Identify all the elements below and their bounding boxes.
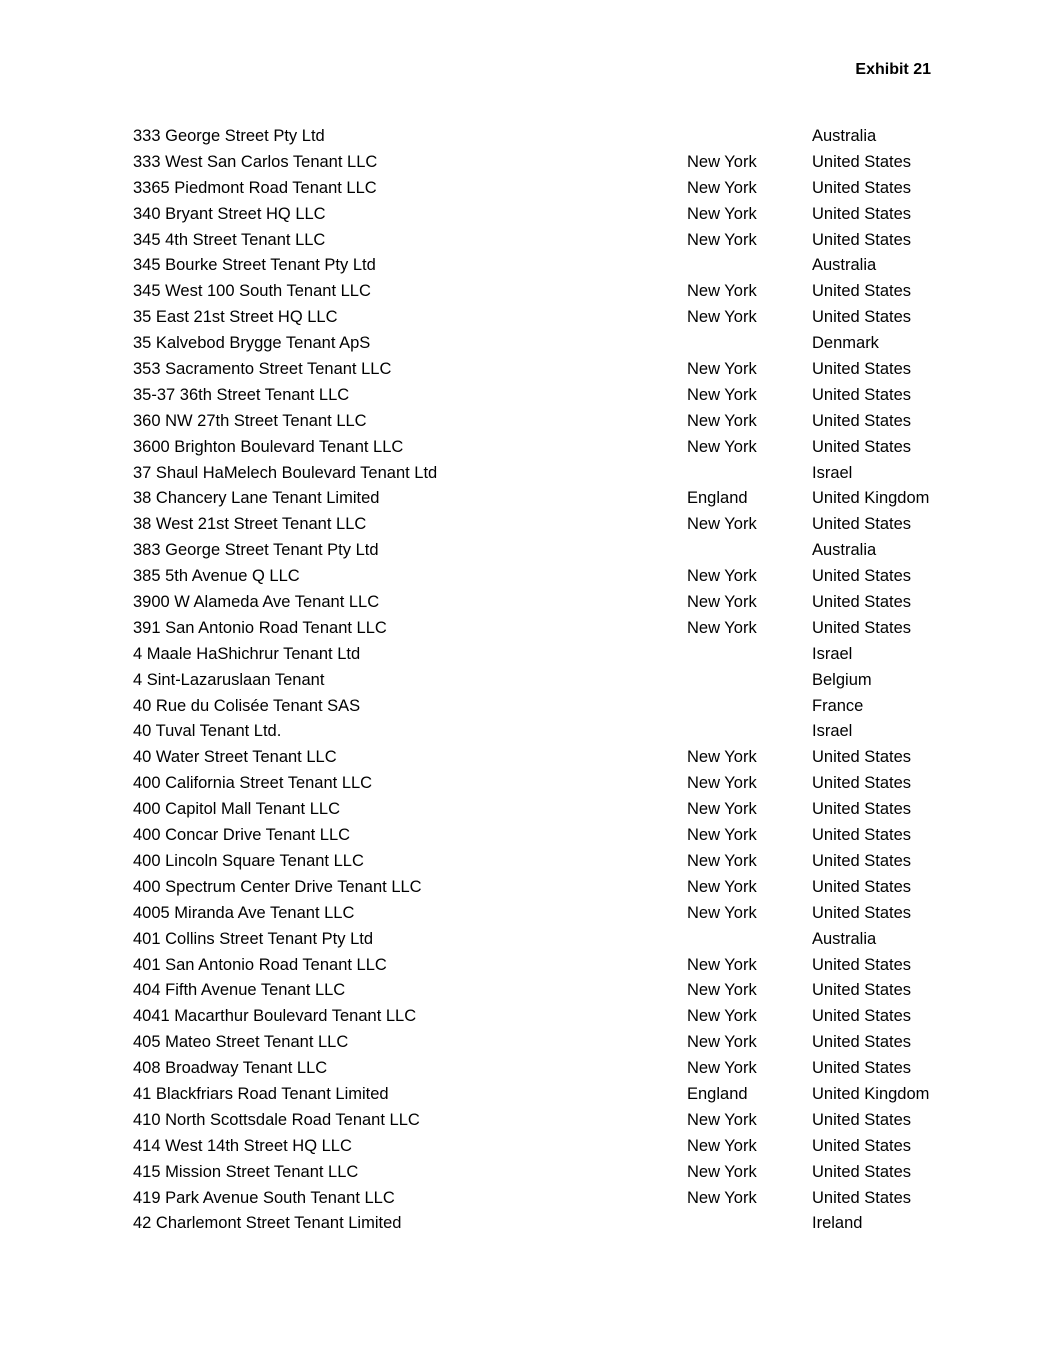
table-row <box>133 1108 1013 1134</box>
subsidiary-list <box>133 124 1013 1237</box>
table-row <box>133 486 1013 512</box>
entity-jurisdiction-country: United States <box>812 774 912 793</box>
entity-jurisdiction-country: Australia <box>812 256 877 275</box>
entity-name: 4005 Miranda Ave Tenant LLC <box>133 903 355 922</box>
entity-jurisdiction-country: United States <box>812 593 912 612</box>
entity-jurisdiction-country: United States <box>812 152 912 171</box>
entity-jurisdiction-country: Australia <box>812 541 877 560</box>
table-row <box>133 538 1013 564</box>
entity-jurisdiction-country: Israel <box>812 722 853 741</box>
entity-jurisdiction-state: New York <box>687 515 757 534</box>
entity-jurisdiction-state: New York <box>687 1136 757 1155</box>
entity-name: 410 North Scottsdale Road Tenant LLC <box>133 1110 420 1129</box>
entity-jurisdiction-state: New York <box>687 282 757 301</box>
table-row <box>133 978 1013 1004</box>
entity-jurisdiction-country: United States <box>812 1188 912 1207</box>
entity-jurisdiction-country: United States <box>812 826 912 845</box>
table-row <box>133 590 1013 616</box>
table-row <box>133 512 1013 538</box>
entity-name: 3365 Piedmont Road Tenant LLC <box>133 178 377 197</box>
entity-jurisdiction-country: United States <box>812 851 912 870</box>
entity-jurisdiction-country: United States <box>812 282 912 301</box>
entity-name: 35 Kalvebod Brygge Tenant ApS <box>133 334 371 353</box>
table-row <box>133 176 1013 202</box>
entity-name: 353 Sacramento Street Tenant LLC <box>133 360 392 379</box>
entity-jurisdiction-state: New York <box>687 618 757 637</box>
table-row <box>133 745 1013 771</box>
entity-jurisdiction-state: New York <box>687 152 757 171</box>
table-row <box>133 668 1013 694</box>
table-row <box>133 357 1013 383</box>
entity-name: 401 San Antonio Road Tenant LLC <box>133 955 387 974</box>
entity-name: 340 Bryant Street HQ LLC <box>133 204 326 223</box>
entity-name: 400 Spectrum Center Drive Tenant LLC <box>133 877 422 896</box>
entity-jurisdiction-state: New York <box>687 360 757 379</box>
entity-jurisdiction-country: United States <box>812 1162 912 1181</box>
entity-name: 333 West San Carlos Tenant LLC <box>133 152 378 171</box>
entity-name: 38 Chancery Lane Tenant Limited <box>133 489 380 508</box>
entity-name: 400 Capitol Mall Tenant LLC <box>133 800 340 819</box>
entity-name: 345 Bourke Street Tenant Pty Ltd <box>133 256 376 275</box>
entity-name: 38 West 21st Street Tenant LLC <box>133 515 367 534</box>
entity-jurisdiction-state: New York <box>687 955 757 974</box>
entity-jurisdiction-country: United States <box>812 877 912 896</box>
table-row <box>133 616 1013 642</box>
entity-jurisdiction-country: United States <box>812 1110 912 1129</box>
entity-jurisdiction-country: United States <box>812 385 912 404</box>
entity-jurisdiction-state: New York <box>687 1110 757 1129</box>
entity-name: 4 Maale HaShichrur Tenant Ltd <box>133 644 361 663</box>
table-row <box>133 875 1013 901</box>
entity-jurisdiction-state: New York <box>687 1188 757 1207</box>
entity-name: 385 5th Avenue Q LLC <box>133 567 300 586</box>
entity-jurisdiction-country: Australia <box>812 127 877 145</box>
table-row <box>133 435 1013 461</box>
table-row <box>133 228 1013 254</box>
entity-name: 40 Tuval Tenant Ltd. <box>133 722 282 741</box>
entity-name: 391 San Antonio Road Tenant LLC <box>133 618 387 637</box>
entity-jurisdiction-country: United States <box>812 800 912 819</box>
entity-jurisdiction-state: New York <box>687 230 757 249</box>
table-row <box>133 771 1013 797</box>
table-row <box>133 305 1013 331</box>
entity-jurisdiction-country: Israel <box>812 463 853 482</box>
entity-name: 360 NW 27th Street Tenant LLC <box>133 411 367 430</box>
entity-jurisdiction-state: New York <box>687 1007 757 1026</box>
entity-name: 414 West 14th Street HQ LLC <box>133 1136 352 1155</box>
table-row <box>133 202 1013 228</box>
table-row <box>133 1004 1013 1030</box>
entity-jurisdiction-country: Australia <box>812 929 877 948</box>
table-row <box>133 253 1013 279</box>
table-row <box>133 461 1013 487</box>
entity-jurisdiction-state: New York <box>687 1059 757 1078</box>
entity-jurisdiction-country: United States <box>812 903 912 922</box>
entity-jurisdiction-state: New York <box>687 748 757 767</box>
entity-jurisdiction-state: New York <box>687 1162 757 1181</box>
entity-jurisdiction-state: New York <box>687 411 757 430</box>
entity-jurisdiction-country: United States <box>812 515 912 534</box>
entity-name: 400 Concar Drive Tenant LLC <box>133 826 351 845</box>
entity-jurisdiction-country: United States <box>812 230 912 249</box>
table-row <box>133 719 1013 745</box>
exhibit-title: Exhibit 21 <box>855 61 931 78</box>
table-row <box>133 823 1013 849</box>
entity-jurisdiction-country: France <box>812 696 864 715</box>
entity-name: 40 Water Street Tenant LLC <box>133 748 337 767</box>
table-row <box>133 1056 1013 1082</box>
entity-jurisdiction-country: United States <box>812 411 912 430</box>
entity-name: 3600 Brighton Boulevard Tenant LLC <box>133 437 404 456</box>
entity-name: 40 Rue du Colisée Tenant SAS <box>133 696 361 715</box>
entity-jurisdiction-country: Israel <box>812 644 853 663</box>
entity-name: 35 East 21st Street HQ LLC <box>133 308 338 327</box>
entity-name: 405 Mateo Street Tenant LLC <box>133 1033 349 1052</box>
entity-jurisdiction-state: New York <box>687 851 757 870</box>
table-row <box>133 331 1013 357</box>
entity-jurisdiction-country: United States <box>812 748 912 767</box>
entity-jurisdiction-state: New York <box>687 385 757 404</box>
entity-jurisdiction-state: New York <box>687 1033 757 1052</box>
entity-name: 4041 Macarthur Boulevard Tenant LLC <box>133 1007 417 1026</box>
entity-jurisdiction-country: United Kingdom <box>812 489 930 508</box>
entity-jurisdiction-country: United States <box>812 360 912 379</box>
entity-jurisdiction-country: United States <box>812 567 912 586</box>
entity-jurisdiction-state: New York <box>687 800 757 819</box>
table-row <box>133 642 1013 668</box>
entity-jurisdiction-country: United States <box>812 981 912 1000</box>
table-row <box>133 849 1013 875</box>
table-row <box>133 1030 1013 1056</box>
table-row <box>133 953 1013 979</box>
entity-name: 400 California Street Tenant LLC <box>133 774 373 793</box>
entity-jurisdiction-country: Ireland <box>812 1214 863 1233</box>
table-row <box>133 1160 1013 1186</box>
entity-jurisdiction-state: New York <box>687 981 757 1000</box>
table-row <box>133 564 1013 590</box>
entity-jurisdiction-country: United States <box>812 1059 912 1078</box>
entity-name: 41 Blackfriars Road Tenant Limited <box>133 1084 389 1103</box>
table-row <box>133 1186 1013 1212</box>
entity-name: 404 Fifth Avenue Tenant LLC <box>133 981 346 1000</box>
entity-jurisdiction-country: United States <box>812 1007 912 1026</box>
entity-name: 383 George Street Tenant Pty Ltd <box>133 541 379 560</box>
entity-jurisdiction-state: England <box>687 489 748 508</box>
entity-name: 35-37 36th Street Tenant LLC <box>133 385 350 404</box>
entity-name: 3900 W Alameda Ave Tenant LLC <box>133 593 380 612</box>
entity-jurisdiction-state: New York <box>687 774 757 793</box>
table-row <box>133 150 1013 176</box>
entity-jurisdiction-country: United States <box>812 955 912 974</box>
entity-jurisdiction-country: Denmark <box>812 334 879 353</box>
table-row <box>133 797 1013 823</box>
entity-jurisdiction-country: United States <box>812 308 912 327</box>
table-row <box>133 901 1013 927</box>
entity-jurisdiction-state: New York <box>687 308 757 327</box>
table-row <box>133 694 1013 720</box>
entity-name: 345 West 100 South Tenant LLC <box>133 282 371 301</box>
entity-jurisdiction-country: United States <box>812 204 912 223</box>
table-row <box>133 1134 1013 1160</box>
entity-jurisdiction-state: England <box>687 1084 748 1103</box>
entity-name: 345 4th Street Tenant LLC <box>133 230 326 249</box>
entity-name: 4 Sint-Lazaruslaan Tenant <box>133 670 325 689</box>
table-row <box>133 409 1013 435</box>
table-row <box>133 1211 1013 1237</box>
entity-name: 42 Charlemont Street Tenant Limited <box>133 1214 402 1233</box>
entity-jurisdiction-country: United States <box>812 1033 912 1052</box>
entity-name: 408 Broadway Tenant LLC <box>133 1059 328 1078</box>
entity-jurisdiction-state: New York <box>687 877 757 896</box>
entity-jurisdiction-state: New York <box>687 437 757 456</box>
table-row <box>133 1082 1013 1108</box>
table-row <box>133 124 1013 150</box>
entity-jurisdiction-country: United States <box>812 178 912 197</box>
table-row <box>133 279 1013 305</box>
entity-jurisdiction-state: New York <box>687 826 757 845</box>
table-row <box>133 927 1013 953</box>
entity-name: 419 Park Avenue South Tenant LLC <box>133 1188 395 1207</box>
entity-jurisdiction-country: United Kingdom <box>812 1084 930 1103</box>
entity-name: 401 Collins Street Tenant Pty Ltd <box>133 929 374 948</box>
entity-name: 333 George Street Pty Ltd <box>133 127 325 145</box>
entity-jurisdiction-state: New York <box>687 567 757 586</box>
table-row <box>133 383 1013 409</box>
entity-jurisdiction-country: United States <box>812 437 912 456</box>
entity-jurisdiction-state: New York <box>687 903 757 922</box>
entity-jurisdiction-country: United States <box>812 1136 912 1155</box>
entity-jurisdiction-state: New York <box>687 178 757 197</box>
entity-jurisdiction-country: United States <box>812 618 912 637</box>
entity-jurisdiction-country: Belgium <box>812 670 872 689</box>
entity-name: 415 Mission Street Tenant LLC <box>133 1162 359 1181</box>
entity-jurisdiction-state: New York <box>687 593 757 612</box>
entity-name: 400 Lincoln Square Tenant LLC <box>133 851 364 870</box>
entity-jurisdiction-state: New York <box>687 204 757 223</box>
entity-name: 37 Shaul HaMelech Boulevard Tenant Ltd <box>133 463 438 482</box>
